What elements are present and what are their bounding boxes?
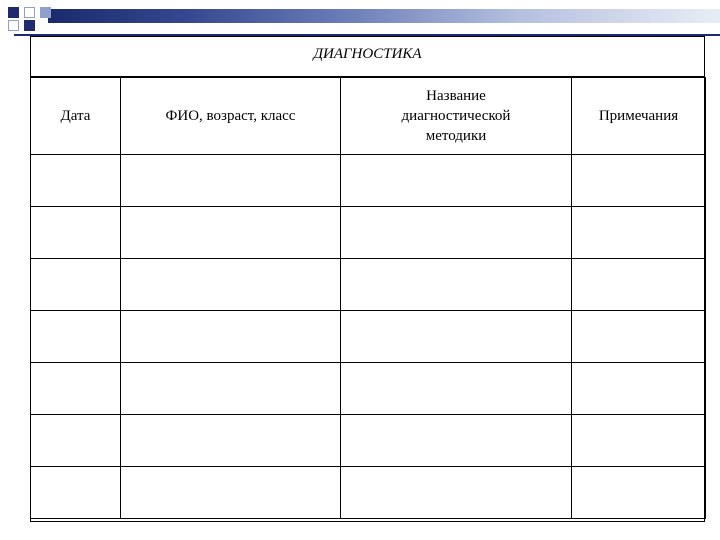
cell-date[interactable] <box>31 155 121 207</box>
header-date: Дата <box>31 78 121 155</box>
decorative-square <box>8 20 19 31</box>
cell-method-name[interactable] <box>341 311 572 363</box>
cell-notes[interactable] <box>572 311 706 363</box>
cell-name-age-class[interactable] <box>121 155 341 207</box>
diagnostics-form <box>30 36 705 522</box>
cell-name-age-class[interactable] <box>121 363 341 415</box>
decorative-square <box>24 7 35 18</box>
table-row <box>31 155 706 207</box>
cell-notes[interactable] <box>572 415 706 467</box>
cell-notes[interactable] <box>572 259 706 311</box>
cell-notes[interactable] <box>572 207 706 259</box>
cell-notes[interactable] <box>572 467 706 519</box>
slide-decoration <box>0 0 720 40</box>
cell-date[interactable] <box>31 311 121 363</box>
table-row <box>31 207 706 259</box>
cell-method-name[interactable] <box>341 155 572 207</box>
cell-name-age-class[interactable] <box>121 259 341 311</box>
cell-method-name[interactable] <box>341 467 572 519</box>
cell-date[interactable] <box>31 259 121 311</box>
table-row <box>31 259 706 311</box>
table-row <box>31 467 706 519</box>
cell-notes[interactable] <box>572 155 706 207</box>
cell-method-name[interactable] <box>341 363 572 415</box>
decorative-gradient-bar <box>48 9 720 23</box>
cell-name-age-class[interactable] <box>121 311 341 363</box>
cell-name-age-class[interactable] <box>121 207 341 259</box>
cell-date[interactable] <box>31 363 121 415</box>
decorative-square <box>24 20 35 31</box>
table-row <box>31 311 706 363</box>
cell-date[interactable] <box>31 207 121 259</box>
table-header-row <box>31 78 706 155</box>
decorative-square <box>40 7 51 18</box>
table-row <box>31 415 706 467</box>
cell-method-name[interactable] <box>341 259 572 311</box>
cell-method-name[interactable] <box>341 207 572 259</box>
cell-name-age-class[interactable] <box>121 415 341 467</box>
header-method-name: Название диагностической методики <box>341 78 572 155</box>
table-row <box>31 363 706 415</box>
cell-date[interactable] <box>31 467 121 519</box>
cell-notes[interactable] <box>572 363 706 415</box>
diagnostics-table <box>30 77 706 519</box>
cell-date[interactable] <box>31 415 121 467</box>
decorative-square <box>8 7 19 18</box>
header-name-age-class: ФИО, возраст, класс <box>121 78 341 155</box>
cell-name-age-class[interactable] <box>121 467 341 519</box>
cell-method-name[interactable] <box>341 415 572 467</box>
header-notes: Примечания <box>572 78 706 155</box>
form-title: ДИАГНОСТИКА <box>31 37 704 77</box>
